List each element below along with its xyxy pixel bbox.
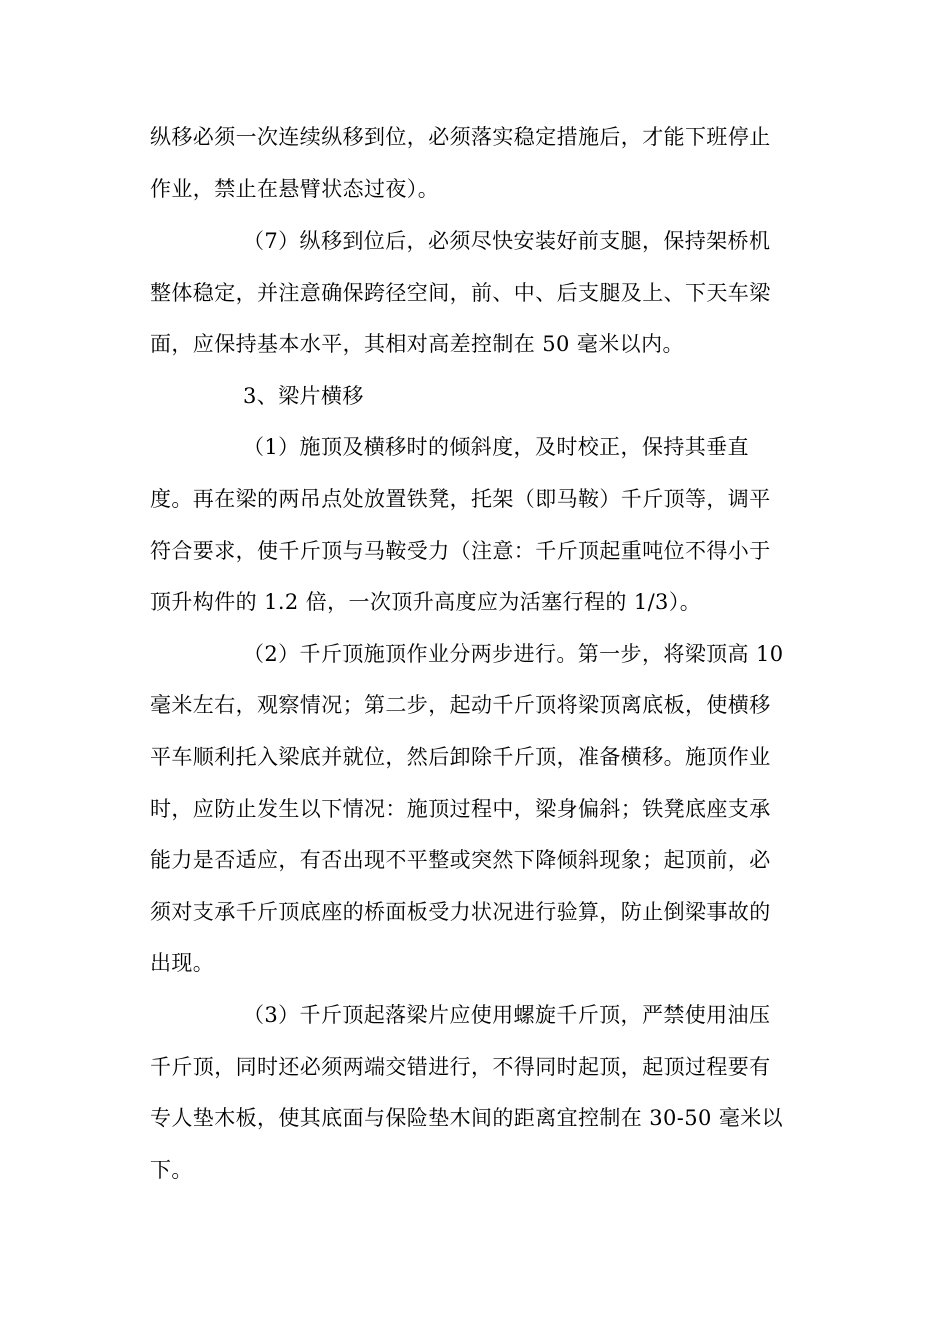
paragraph-line: （3）千斤顶起落梁片应使用螺旋千斤顶，严禁使用油压 — [243, 1003, 771, 1027]
paragraph-line: 能力是否适应，有否出现不平整或突然下降倾斜现象；起顶前，必 — [150, 848, 771, 872]
paragraph-line: 时，应防止发生以下情况：施顶过程中，梁身偏斜；铁凳底座支承 — [150, 797, 771, 821]
paragraph-line: 毫米左右，观察情况；第二步，起动千斤顶将梁顶离底板，使横移 — [150, 693, 771, 717]
paragraph-line: 作业，禁止在悬臂状态过夜）。 — [150, 177, 440, 201]
paragraph-line: 千斤顶，同时还必须两端交错进行，不得同时起顶，起顶过程要有 — [150, 1055, 771, 1079]
paragraph-line: 面，应保持基本水平，其相对高差控制在 50 毫米以内。 — [150, 332, 684, 356]
paragraph-line: （7）纵移到位后，必须尽快安装好前支腿，保持架桥机 — [243, 229, 771, 253]
paragraph-line: 度。再在梁的两吊点处放置铁凳，托架（即马鞍）千斤顶等，调平 — [150, 487, 771, 511]
paragraph-line: 须对支承千斤顶底座的桥面板受力状况进行验算，防止倒梁事故的 — [150, 900, 771, 924]
paragraph-line: （2）千斤顶施顶作业分两步进行。第一步，将梁顶高 10 — [243, 642, 784, 666]
paragraph-line: 顶升构件的 1.2 倍，一次顶升高度应为活塞行程的 1/3）。 — [150, 590, 702, 614]
paragraph-line: 出现。 — [150, 951, 215, 975]
paragraph-line: 平车顺利托入梁底并就位，然后卸除千斤顶，准备横移。施顶作业 — [150, 745, 771, 769]
paragraph-line: 整体稳定，并注意确保跨径空间，前、中、后支腿及上、下天车梁 — [150, 281, 771, 305]
paragraph-line: （1）施顶及横移时的倾斜度，及时校正，保持其垂直 — [243, 435, 749, 459]
paragraph-line: 专人垫木板，使其底面与保险垫木间的距离宜控制在 30-50 毫米以 — [150, 1106, 784, 1130]
section-heading: 3、梁片横移 — [243, 384, 364, 408]
paragraph-line: 纵移必须一次连续纵移到位，必须落实稳定措施后，才能下班停止 — [150, 125, 771, 149]
paragraph-line: 符合要求，使千斤顶与马鞍受力（注意：千斤顶起重吨位不得小于 — [150, 539, 771, 563]
paragraph-line: 下。 — [150, 1158, 193, 1182]
